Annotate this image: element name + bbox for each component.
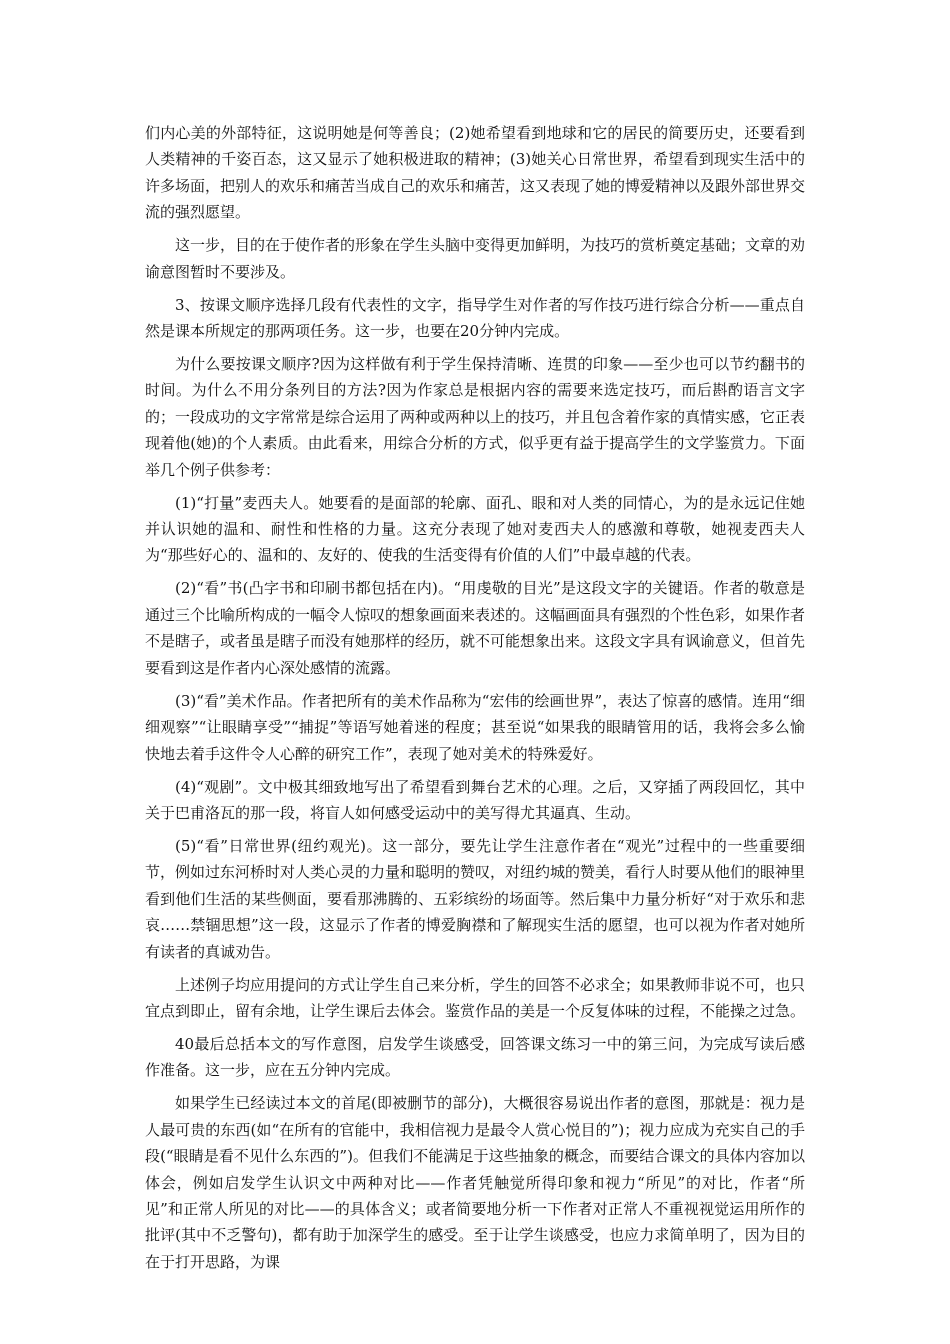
paragraph-3: 3、按课文顺序选择几段有代表性的文字，指导学生对作者的写作技巧进行综合分析——重点自然是课本所规定的那两项任务。这一步，也要在20分钟内完成。 — [145, 295, 805, 341]
paragraph-9: (5)“看”日常世界(纽约观光)。这一部分，要先让学生注意作者在“观光”过程中的一些重要细节，例如过东河桥时对人类心灵的力量和聪明的赞叹，对纽约城的赞美，看行人时要从他们的眼神里看到他们生活的某些侧面，要看那沸腾的、五彩缤纷的场面等。然后集中力量分析好“对于欢乐和悲哀……禁锢思想”这一段，这显示了作者的博爱胸襟和了解现实生活的愿望，也可以视为作者对她所有读者的真诚劝告。 — [145, 836, 806, 961]
paragraph-11: 40最后总括本文的写作意图，启发学生谈感受，回答课文练习一中的第三问，为完成写读后感作准备。这一步，应在五分钟内完成。 — [145, 1034, 805, 1080]
document-page — [145, 120, 805, 1282]
paragraph-1: 们内心美的外部特征，这说明她是何等善良；(2)她希望看到地球和它的居民的简要历史，还要看到人类精神的千姿百态，这又显示了她积极进取的精神；(3)她关心日常世界，希望看到现实生活中的许多场面，把别人的欢乐和痛苦当成自己的欢乐和痛苦，这又表现了她的博爱精神以及跟外部世界交流的强烈愿望。 — [145, 124, 806, 222]
paragraph-8: (4)“观剧”。文中极其细致地写出了希望看到舞台艺术的心理。之后，又穿插了两段回忆，其中关于巴甫洛瓦的那一段，将盲人如何感受运动中的美写得尤其逼真、生动。 — [145, 777, 805, 822]
paragraph-6: (2)“看”书(凸字书和印刷书都包括在内)。“用虔敬的目光”是这段文字的关键语。作者的敬意是通过三个比喻所构成的一幅令人惊叹的想象画面来表述的。这幅画面具有强烈的个性色彩，如果作者不是瞎子，或者虽是瞎子而没有她那样的经历，就不可能想象出来。这段文字具有讽谕意义，但首先要看到这是作者内心深处感情的流露。 — [145, 579, 806, 677]
paragraph-5: (1)“打量”麦西夫人。她要看的是面部的轮廓、面孔、眼和对人类的同情心，为的是永远记住她并认识她的温和、耐性和性格的力量。这充分表现了她对麦西夫人的感激和尊敬，她视麦西夫人为“那些好心的、温和的、友好的、使我的生活变得有价值的人们”中最卓越的代表。 — [145, 493, 805, 565]
paragraph-7: (3)“看”美术作品。作者把所有的美术作品称为“宏伟的绘画世界”，表达了惊喜的感情。连用“细细观察”“让眼睛享受”“捕捉”等语写她着迷的程度；甚至说“如果我的眼睛管用的话，我将会多么愉快地去着手这件令人心醉的研究工作”，表现了她对美术的特殊爱好。 — [145, 691, 805, 763]
paragraph-2: 这一步，目的在于使作者的形象在学生头脑中变得更加鲜明，为技巧的赏析奠定基础；文章的劝谕意图暂时不要涉及。 — [145, 236, 806, 281]
paragraph-4: 为什么要按课文顺序?因为这样做有利于学生保持清晰、连贯的印象——至少也可以节约翻书的时间。为什么不用分条列目的方法?因为作家总是根据内容的需要来选定技巧，而后斟酌语言文字的；一段成功的文字常常是综合运用了两种或两种以上的技巧，并且包含着作家的真情实感，它正表现着他(她)的个人素质。由此看来，用综合分析的方式，似乎更有益于提高学生的文学鉴赏力。下面举几个例子供参考： — [145, 355, 806, 479]
paragraph-10: 上述例子均应用提问的方式让学生自己来分析，学生的回答不必求全；如果教师非说不可，也只宜点到即止，留有余地，让学生课后去体会。鉴赏作品的美是一个反复体味的过程，不能操之过急。 — [145, 975, 806, 1020]
paragraph-12: 如果学生已经读过本文的首尾(即被删节的部分)，大概很容易说出作者的意图，那就是：视力是人最可贵的东西(如“在所有的官能中，我相信视力是最令人赏心悦目的”)；视力应成为充实自己的手段(“眼睛是看不见什么东西的”)。但我们不能满足于这些抽象的概念，而要结合课文的具体内容加以体会，例如启发学生认识文中两种对比——作者凭触觉所得印象和视力“所见”的对比，作者“所见”和正常人所见的对比——的具体含义；或者简要地分析一下作者对正常人不重视视觉运用所作的批评(其中不乏警句)，都有助于加深学生的感受。至于让学生谈感受，也应力求简单明了，因为目的在于打开思路，为课 — [145, 1094, 805, 1271]
